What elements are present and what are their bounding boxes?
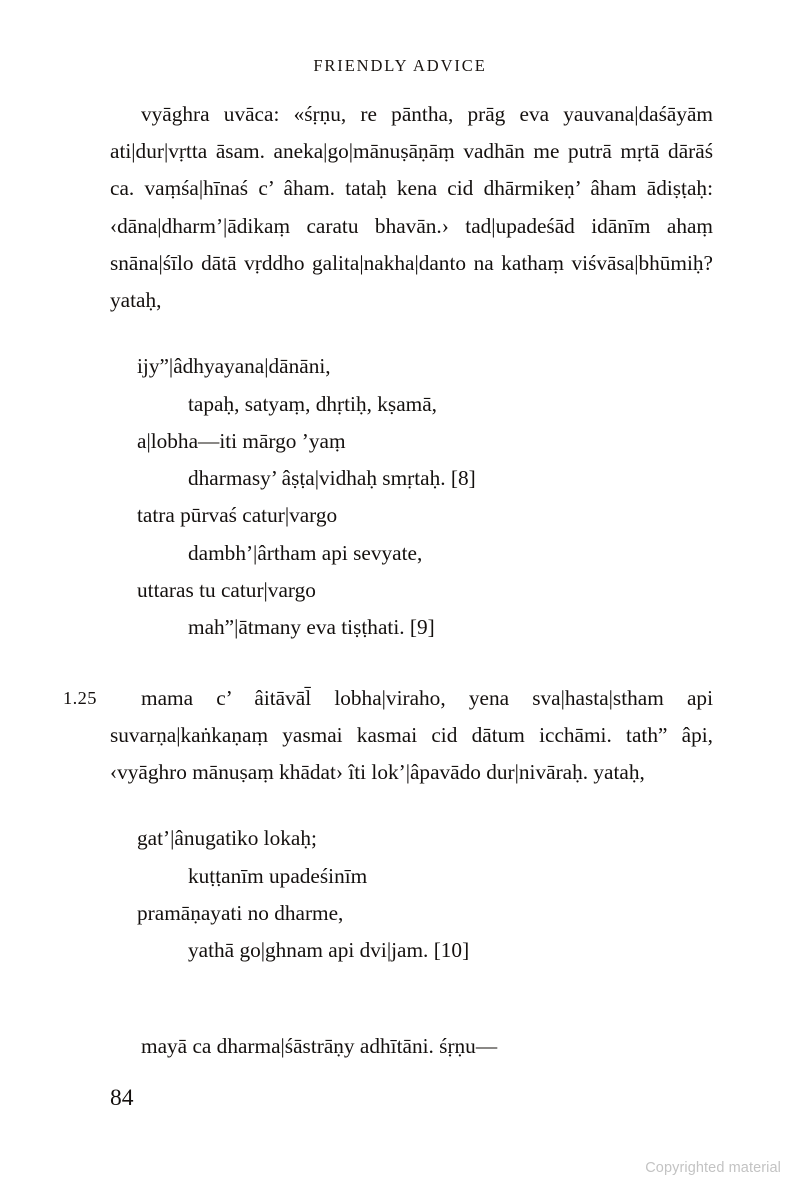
section-number: 1.25 — [63, 687, 97, 708]
spacer — [110, 647, 713, 680]
text-block — [63, 96, 713, 1066]
page-number: 84 — [110, 1085, 134, 1111]
verse-9 — [110, 497, 713, 646]
spacer — [110, 969, 713, 1002]
spacer — [110, 319, 713, 348]
verse-line: kuṭṭanīm upadeśinīm — [188, 863, 368, 888]
paragraph-numbered — [63, 680, 713, 792]
verse-line: yathā go|ghnam api dvi|jam. [10] — [188, 938, 470, 963]
verse-line: tapaḥ, satyaṃ, dhṛtiḥ, kṣamā, — [188, 391, 437, 416]
verse-line: mah”|ātmany eva tiṣṭhati. [9] — [188, 615, 435, 640]
verse-line: uttaras tu catur|vargo — [137, 578, 316, 602]
verse-line: ijy”|âdhyayana|dānāni, — [137, 354, 331, 379]
verse-8 — [110, 348, 713, 497]
verse-line: tatra pūrvaś catur|vargo — [137, 503, 338, 528]
verse-line: dambh’|ârtham api sevyate, — [188, 540, 423, 565]
verse-line: pramāṇayati no dharme, — [137, 900, 344, 925]
verse-line: dharmasy’ âṣṭa|vidhaḥ smṛtaḥ. [8] — [188, 466, 476, 491]
copyright-watermark: Copyrighted material — [645, 1160, 781, 1176]
verse-10 — [110, 820, 713, 969]
paragraph-closing — [110, 1028, 713, 1065]
verse-line: a|lobha—iti mārgo ’yaṃ — [137, 428, 346, 453]
paragraph-text: mama c’ âitāvāl̄ lobha|viraho, yena sva|hasta|stham api suvarṇa|kaṅkaṇaṃ yasmai kasmai cid dātum icchāmi. tath” âpi, ‹vyāghro mānuṣaṃ khādat› îti lok’|âpavādo dur|nivāraḥ. yataḥ, — [110, 685, 713, 784]
paragraph-text: vyāghra uvāca: «śṛṇu, re pāntha, prāg eva yauvana|daśāyām ati|dur|vṛtta āsam. aneka|go|mānuṣāṇāṃ vadhān me putrā mṛtā dārāś ca. vaṃśa|hīnaś c’ âham. tataḥ kena cid dhārmikeṇ’ âham ādiṣṭaḥ: ‹dāna|dharm’|ādikaṃ caratu bhavān.› tad|upadeśād idānīm ahaṃ snāna|śīlo dātā vṛddho galita|nakha|danto na kathaṃ viśvāsa|bhūmiḥ? yataḥ, — [110, 102, 713, 313]
running-head: FRIENDLY ADVICE — [313, 56, 487, 75]
paragraph-opening — [110, 96, 713, 319]
paragraph-text: mayā ca dharma|śāstrāṇy adhītāni. śṛṇu— — [141, 1034, 498, 1059]
verse-line: gat’|ânugatiko lokaḥ; — [137, 826, 317, 851]
spacer — [110, 791, 713, 820]
spacer — [110, 1002, 713, 1028]
